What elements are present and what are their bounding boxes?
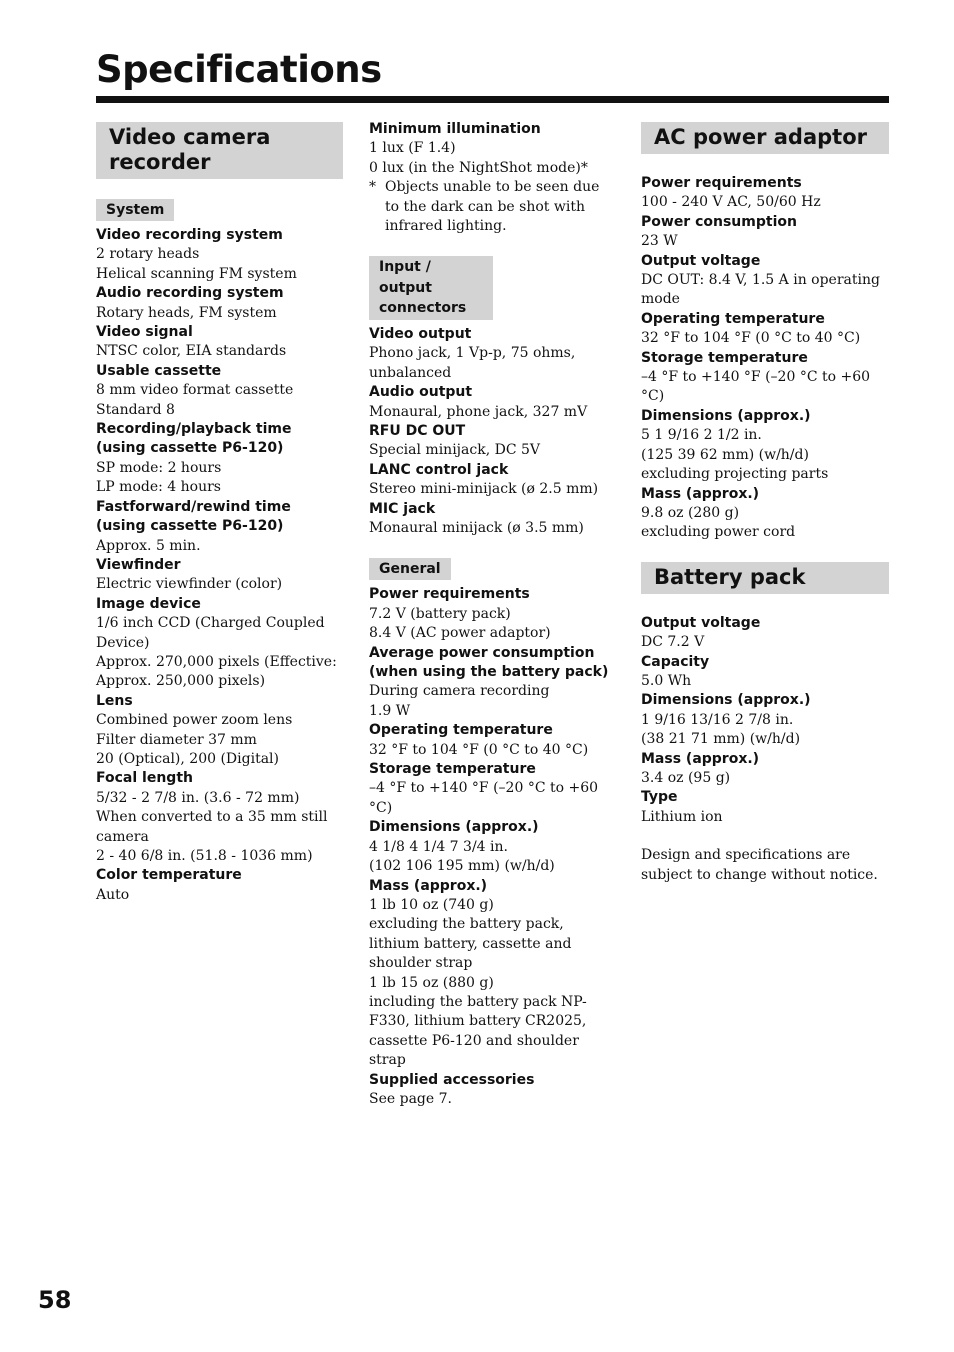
spec-item <box>369 644 617 722</box>
spec-value: 20 (Optical), 200 (Digital) <box>96 750 279 767</box>
spec-label: Dimensions (approx.) <box>369 819 539 836</box>
spec-item <box>369 760 617 818</box>
spec-label: Image device <box>96 595 201 612</box>
spec-item <box>96 498 343 556</box>
spec-label: RFU DC OUT <box>369 422 466 439</box>
spec-value: See page 7. <box>369 1090 452 1107</box>
spec-value: 1 lux (F 1.4) <box>369 140 456 157</box>
spec-value: 1.9 W <box>369 702 411 719</box>
spec-label: Dimensions (approx.) <box>641 407 811 424</box>
spec-value: 9.8 oz (280 g) <box>641 504 740 521</box>
spec-label: Capacity <box>641 653 710 670</box>
spec-value: excluding the battery pack, lithium battery, cassette and shoulder strap <box>369 916 572 972</box>
spec-item <box>96 692 343 770</box>
spec-label: Operating temperature <box>641 310 825 327</box>
spec-value: 8 mm video format cassette <box>96 382 294 399</box>
spec-list-system <box>96 226 343 905</box>
spec-label: Output voltage <box>641 614 761 631</box>
spec-value: 2 - 40 6/8 in. (51.8 - 1036 mm) <box>96 848 313 864</box>
spec-value: Helical scanning FM system <box>96 265 297 282</box>
spec-item <box>96 284 343 323</box>
spec-label: LANC control jack <box>369 461 509 478</box>
spec-value: 7.2 V (battery pack) <box>369 605 511 622</box>
spec-item <box>369 383 617 422</box>
spec-item <box>641 691 889 749</box>
spec-label: Mass (approx.) <box>641 750 760 767</box>
spec-value: Rotary heads, FM system <box>96 304 277 321</box>
disclaimer-text: Design and specifications are subject to change without notice. <box>641 847 878 883</box>
spec-item <box>641 653 889 692</box>
spec-label: Power consumption <box>641 213 797 230</box>
spec-value: Combined power zoom lens <box>96 712 293 729</box>
spec-value: 23 W <box>641 233 678 250</box>
spec-value: 1/6 inch CCD (Charged Coupled Device) <box>96 615 325 651</box>
spec-label: Audio output <box>369 384 473 401</box>
spec-item <box>369 877 617 1071</box>
spec-item <box>96 769 343 866</box>
spec-item <box>96 323 343 362</box>
spec-item <box>641 485 889 543</box>
section-header-video-camera-recorder: Video camera recorder <box>96 122 343 179</box>
spec-item <box>641 614 889 653</box>
spec-item <box>369 461 617 500</box>
spec-item <box>641 407 889 485</box>
spec-minimum-illumination <box>369 120 617 236</box>
spec-value: 1 lb 15 oz (880 g) <box>369 974 494 991</box>
spec-item <box>641 174 889 213</box>
spec-value: Phono jack, 1 Vp-p, 75 ohms, unbalanced <box>369 345 576 381</box>
spec-value: (125 39 62 mm) (w/h/d) <box>641 446 809 463</box>
spec-list-io <box>369 325 617 538</box>
spec-item <box>96 226 343 284</box>
spec-value: 5/32 - 2 7/8 in. (3.6 - 72 mm) <box>96 789 300 806</box>
spec-value: Special minijack, DC 5V <box>369 442 540 459</box>
spec-item <box>96 595 343 692</box>
spec-value: 0 lux (in the NightShot mode)* <box>369 159 588 176</box>
spec-label: Power requirements <box>641 175 802 191</box>
sub-header-input-output-connectors: Input / output connectors <box>369 256 493 320</box>
spec-label: Video output <box>369 325 472 342</box>
footnote-text: Objects unable to be seen due to the dark can be shot with infrared lighting. <box>385 179 600 235</box>
spec-list-ac-power-adaptor <box>641 174 889 543</box>
spec-value: (38 21 71 mm) (w/h/d) <box>641 731 801 748</box>
spec-value: When converted to a 35 mm still camera <box>96 809 328 845</box>
spec-value: Lithium ion <box>641 808 723 825</box>
spec-value: Filter diameter 37 mm <box>96 731 257 748</box>
spec-list-general <box>369 585 617 1109</box>
column-camera-details <box>369 118 617 1109</box>
spec-label: Average power consumption (when using the battery pack) <box>369 644 609 681</box>
spec-value: Standard 8 <box>96 401 175 418</box>
spec-value: including the battery pack NP-F330, lithium battery CR2025, cassette P6-120 and shoulder strap <box>369 993 587 1069</box>
spec-item <box>369 721 617 760</box>
spec-label: Supplied accessories <box>369 1071 535 1088</box>
subsection-system <box>96 199 343 221</box>
page-title: Specifications <box>96 48 382 91</box>
spec-item <box>369 325 617 383</box>
spec-value: Approx. 5 min. <box>96 537 201 554</box>
spec-value: 1 9/16 13/16 2 7/8 in. <box>641 711 794 728</box>
spec-item <box>641 349 889 407</box>
spec-item <box>96 556 343 595</box>
spec-item <box>369 1071 617 1110</box>
spec-item <box>641 750 889 789</box>
spec-label: Storage temperature <box>369 761 536 778</box>
section-header-battery-pack: Battery pack <box>641 562 889 594</box>
spec-label: Focal length <box>96 770 193 787</box>
sub-header-general: General <box>369 558 451 580</box>
spec-label: Output voltage <box>641 252 761 269</box>
spec-value: NTSC color, EIA standards <box>96 343 287 360</box>
spec-value: 1 lb 10 oz (740 g) <box>369 896 494 913</box>
spec-label: Color temperature <box>96 867 242 884</box>
spec-item <box>369 500 617 539</box>
spec-value: Auto <box>96 886 130 903</box>
spec-value: 32 °F to 104 °F (0 °C to 40 °C) <box>369 741 589 758</box>
spec-value: Monaural minijack (ø 3.5 mm) <box>369 520 584 536</box>
spec-label: Viewfinder <box>96 556 181 573</box>
spec-label: Video signal <box>96 324 193 341</box>
spec-label: Type <box>641 789 678 806</box>
spec-value: 4 1/8 4 1/4 7 3/4 in. <box>369 838 508 855</box>
spec-label: Power requirements <box>369 586 530 603</box>
spec-value: 2 rotary heads <box>96 246 200 263</box>
spec-item <box>369 585 617 643</box>
sub-header-system: System <box>96 199 174 221</box>
spec-value: (102 106 195 mm) (w/h/d) <box>369 858 555 875</box>
spec-label: Minimum illumination <box>369 121 541 137</box>
spec-value: excluding power cord <box>641 524 796 541</box>
spec-label: Mass (approx.) <box>369 877 488 894</box>
subsection-input-output-connectors <box>369 256 617 320</box>
spec-value: DC 7.2 V <box>641 634 705 651</box>
column-accessories <box>641 118 889 885</box>
spec-item <box>641 252 889 310</box>
spec-value: 32 °F to 104 °F (0 °C to 40 °C) <box>641 330 861 347</box>
spec-value: During camera recording <box>369 683 550 700</box>
footnote-mark: * <box>369 179 376 196</box>
section-header-ac-power-adaptor: AC power adaptor <box>641 122 889 154</box>
spec-value: 3.4 oz (95 g) <box>641 769 731 786</box>
column-video-camera-recorder <box>96 118 343 905</box>
spec-value: Electric viewfinder (color) <box>96 576 283 593</box>
spec-item <box>641 310 889 349</box>
spec-item <box>369 818 617 876</box>
footnote <box>369 178 617 236</box>
spec-value: Approx. 270,000 pixels (Effective: Approx. 250,000 pixels) <box>96 653 337 690</box>
spec-value: DC OUT: 8.4 V, 1.5 A in operating mode <box>641 272 880 308</box>
spec-label: Fastforward/rewind time (using cassette P6-120) <box>96 498 291 535</box>
spec-value: excluding projecting parts <box>641 466 829 483</box>
spec-label: Storage temperature <box>641 349 808 366</box>
spec-item <box>641 213 889 252</box>
spec-label: Operating temperature <box>369 722 553 739</box>
spec-value: Stereo mini-minijack (ø 2.5 mm) <box>369 481 599 498</box>
spec-value: 5 1 9/16 2 1/2 in. <box>641 427 762 444</box>
page-number: 58 <box>38 1286 72 1314</box>
spec-label: Mass (approx.) <box>641 485 760 502</box>
spec-value: LP mode: 4 hours <box>96 479 221 496</box>
spec-label: Dimensions (approx.) <box>641 692 811 709</box>
spec-value: SP mode: 2 hours <box>96 459 222 476</box>
spec-label: Audio recording system <box>96 285 284 302</box>
spec-value: –4 °F to +140 °F (–20 °C to +60 °C) <box>369 780 599 816</box>
subsection-general <box>369 558 617 580</box>
spec-label: Video recording system <box>96 227 283 243</box>
spec-item <box>96 866 343 905</box>
spec-label: Recording/playback time (using cassette P6-120) <box>96 421 292 457</box>
spec-item <box>641 788 889 827</box>
spec-item <box>369 422 617 461</box>
spec-item <box>96 420 343 498</box>
spec-value: 5.0 Wh <box>641 672 692 689</box>
spec-value: Monaural, phone jack, 327 mV <box>369 403 588 420</box>
spec-value: –4 °F to +140 °F (–20 °C to +60 °C) <box>641 369 871 405</box>
title-rule <box>96 96 889 103</box>
spec-list-battery-pack <box>641 614 889 827</box>
spec-item <box>96 362 343 420</box>
spec-label: MIC jack <box>369 500 436 517</box>
spec-label: Lens <box>96 692 133 709</box>
spec-label: Usable cassette <box>96 362 222 379</box>
spec-value: 8.4 V (AC power adaptor) <box>369 625 551 642</box>
spec-value: 100 - 240 V AC, 50/60 Hz <box>641 194 821 211</box>
